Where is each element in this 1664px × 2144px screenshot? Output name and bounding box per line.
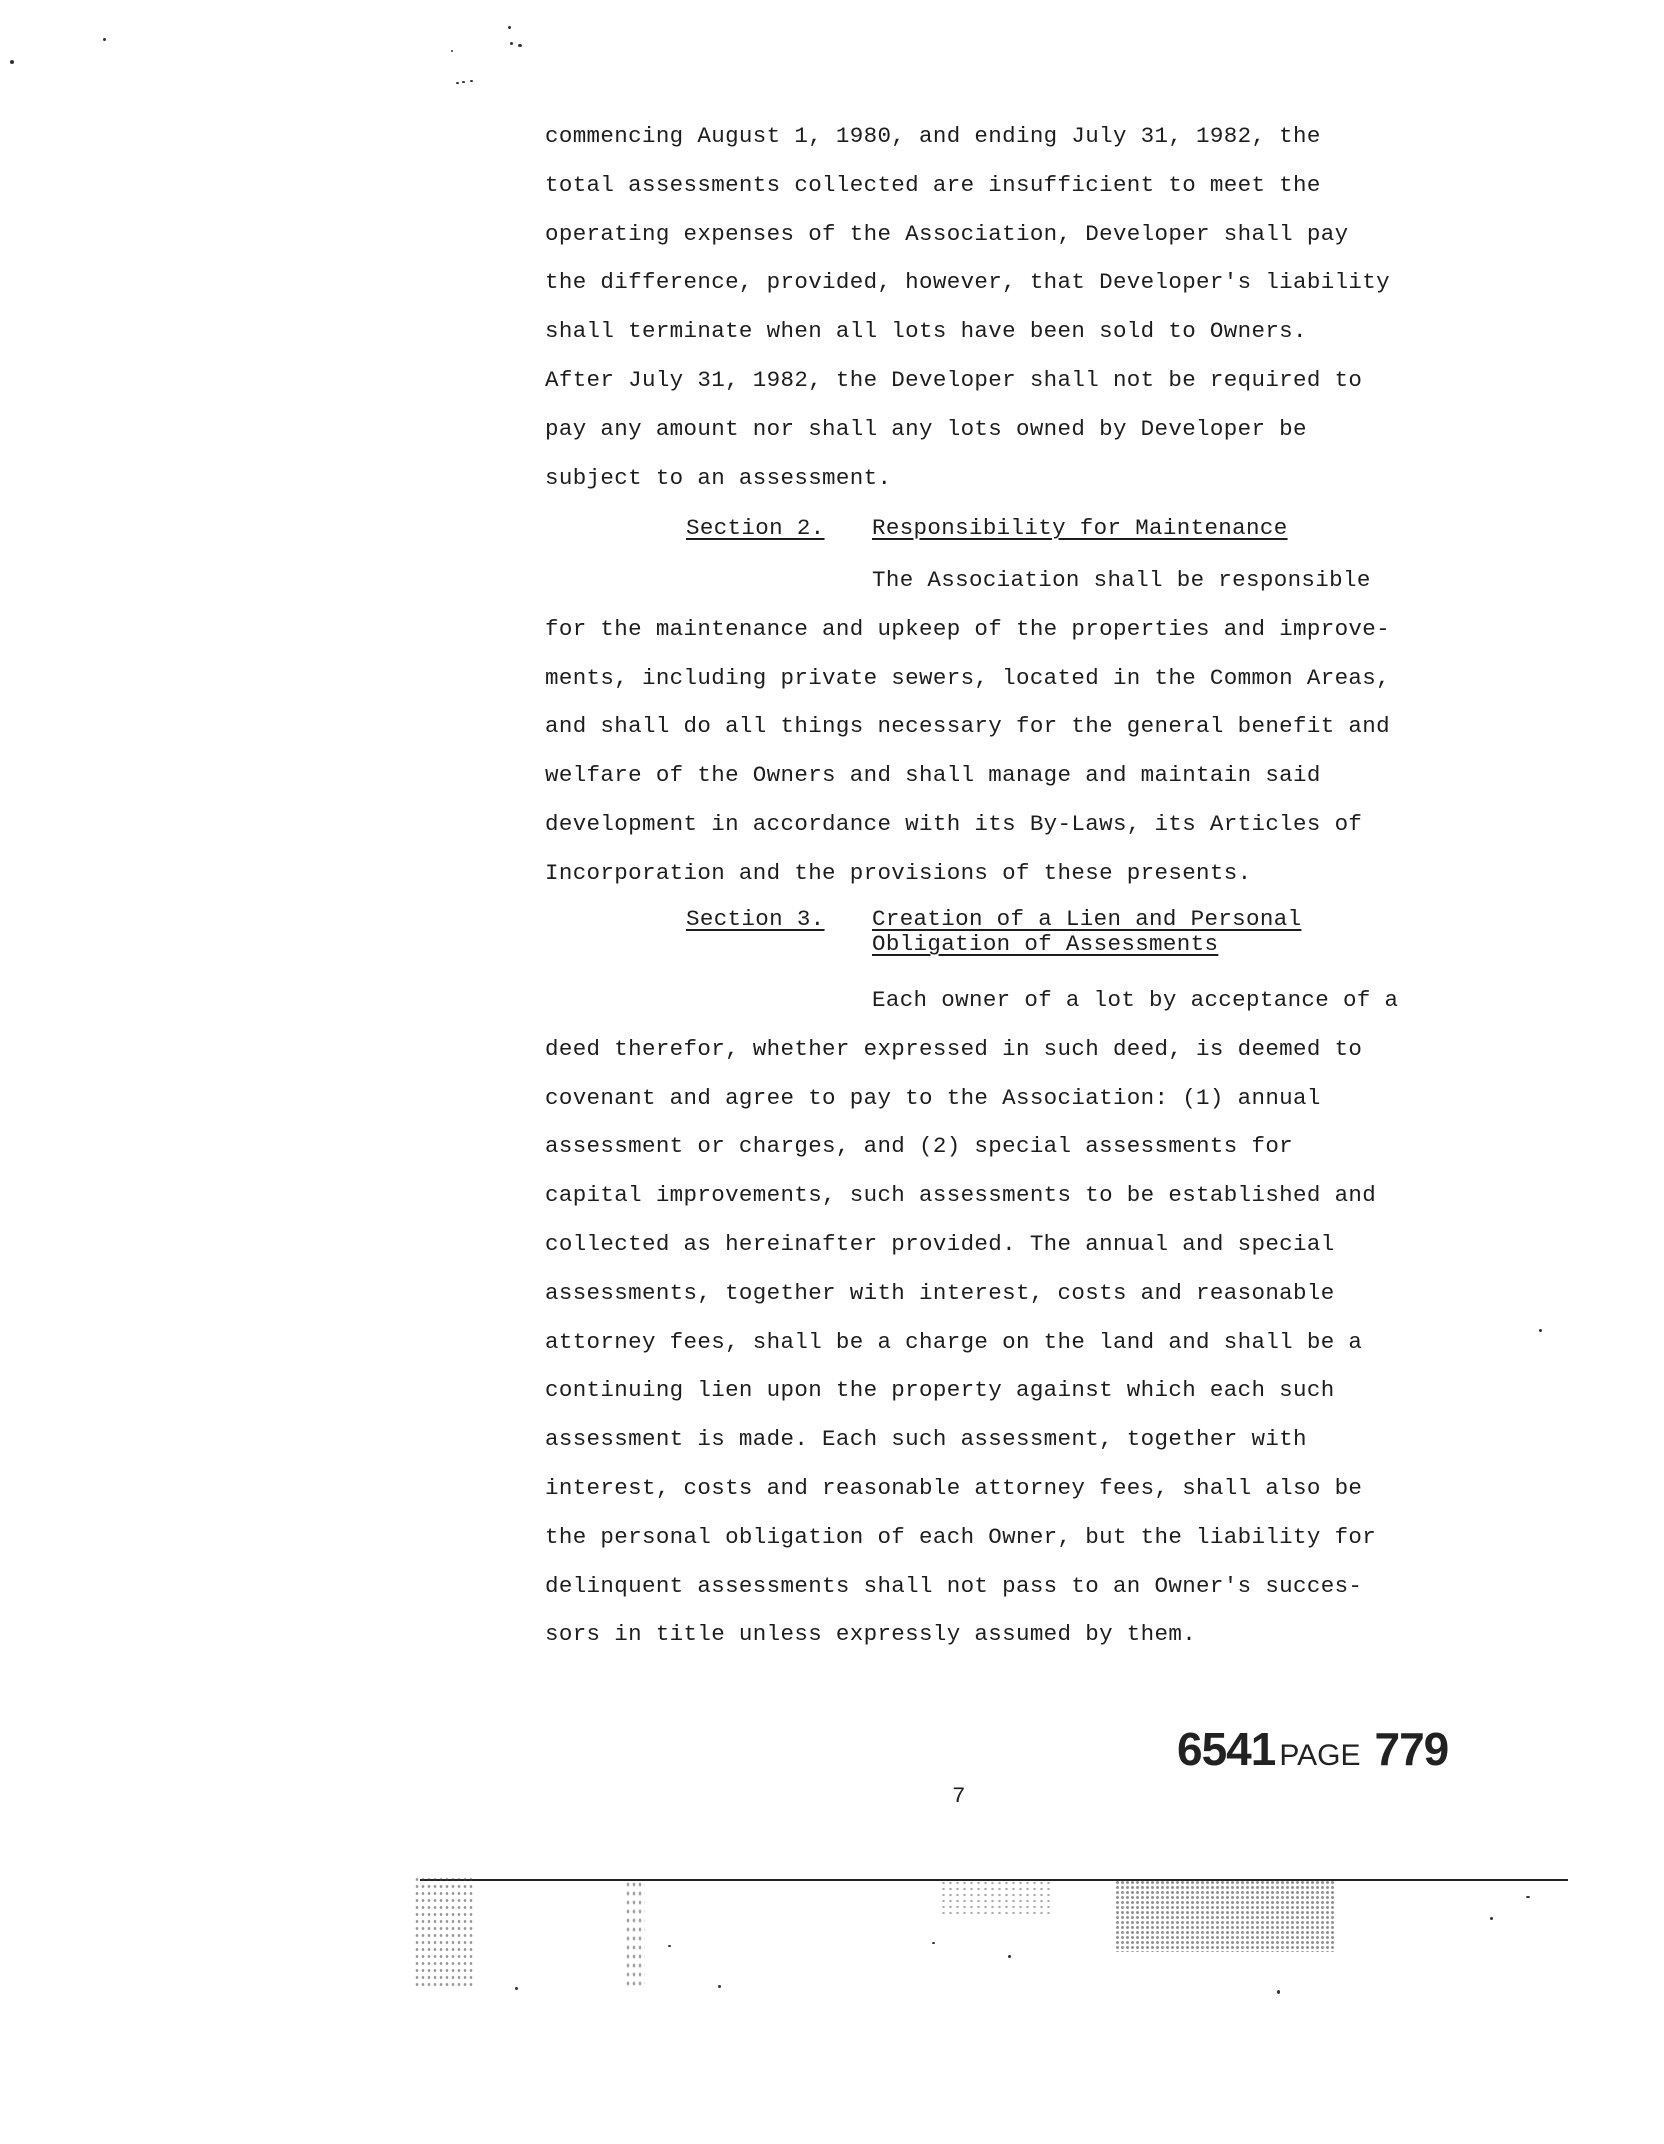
- text-line: pay any amount nor shall any lots owned by Developer be: [545, 415, 1307, 442]
- text-line: deed therefor, whether expressed in such deed, is deemed to: [545, 1035, 1363, 1062]
- scan-speck: [1526, 1896, 1530, 1898]
- scan-speck: [103, 38, 106, 41]
- section-3-title-line-1: Creation of a Lien and Personal: [872, 906, 1302, 932]
- section-2-title: [872, 516, 1288, 541]
- text-line: the personal obligation of each Owner, but the liability for: [545, 1523, 1377, 1550]
- text-line: interest, costs and reasonable attorney fees, shall also be: [545, 1474, 1363, 1501]
- text-line: welfare of the Owners and shall manage and maintain said: [545, 762, 1321, 789]
- text-line: covenant and agree to pay to the Association: (1) annual: [545, 1084, 1321, 1111]
- section-2-label: Section 2.: [686, 515, 825, 541]
- text-line: the difference, provided, however, that Developer's liability: [545, 269, 1390, 296]
- section-2-heading: [686, 516, 825, 541]
- text-line: The Association shall be responsible: [872, 567, 1371, 593]
- text-line: attorney fees, shall be a charge on the land and shall be a: [545, 1328, 1363, 1355]
- scan-noise: [414, 1876, 474, 1988]
- text-line: After July 31, 1982, the Developer shall not be required to: [545, 366, 1363, 393]
- section-3-title-line-2: Obligation of Assessments: [872, 931, 1219, 957]
- scan-speck: [518, 44, 522, 47]
- scan-speck: [10, 60, 14, 64]
- scan-speck: [470, 80, 473, 82]
- text-line: and shall do all things necessary for the general benefit and: [545, 713, 1390, 740]
- section-3-title: [872, 907, 1301, 957]
- paragraph-continuation: [545, 112, 1425, 502]
- section-3-label: Section 3.: [686, 906, 825, 932]
- text-line: sors in title unless expressly assumed by them.: [545, 1621, 1197, 1648]
- text-line: shall terminate when all lots have been sold to Owners.: [545, 318, 1307, 345]
- book-page-number: 779: [1374, 1723, 1449, 1775]
- text-line: Each owner of a lot by acceptance of a: [872, 987, 1399, 1013]
- text-line: continuing lien upon the property against which each such: [545, 1377, 1335, 1404]
- text-line: total assessments collected are insufficient to meet the: [545, 171, 1321, 198]
- page-number: 7: [952, 1783, 966, 1809]
- scan-speck: [932, 1942, 935, 1944]
- scan-speck: [515, 1987, 518, 1990]
- text-line: Incorporation and the provisions of these presents.: [545, 859, 1252, 886]
- book-page-stamp: [1177, 1722, 1448, 1776]
- text-line: collected as hereinafter provided. The annual and special: [545, 1230, 1335, 1257]
- text-line: capital improvements, such assessments to be established and: [545, 1182, 1377, 1209]
- book-number: 6541: [1177, 1723, 1276, 1775]
- text-line: operating expenses of the Association, Developer shall pay: [545, 220, 1349, 247]
- text-line: commencing August 1, 1980, and ending July 31, 1982, the: [545, 123, 1321, 149]
- page-word: PAGE: [1279, 1739, 1361, 1772]
- scan-speck: [508, 26, 511, 29]
- text-line: delinquent assessments shall not pass to an Owner's succes-: [545, 1572, 1363, 1599]
- section-3-body: [545, 976, 1425, 1659]
- text-line: subject to an assessment.: [545, 464, 892, 491]
- scan-noise: [625, 1880, 645, 1990]
- scan-noise: [1115, 1880, 1335, 1952]
- section-2-title-text: Responsibility for Maintenance: [872, 515, 1288, 541]
- scan-speck: [1490, 1917, 1493, 1920]
- text-line: development in accordance with its By-Laws, its Articles of: [545, 810, 1363, 837]
- scan-speck: [456, 82, 459, 84]
- scan-speck: [1539, 1329, 1542, 1332]
- scan-noise: [940, 1880, 1050, 1914]
- text-line: ments, including private sewers, located in the Common Areas,: [545, 664, 1390, 691]
- scan-speck: [451, 50, 453, 52]
- text-line: assessment or charges, and (2) special assessments for: [545, 1133, 1294, 1160]
- text-line: assessments, together with interest, costs and reasonable: [545, 1279, 1335, 1306]
- text-line: assessment is made. Each such assessment, together with: [545, 1426, 1307, 1453]
- scan-speck: [668, 1945, 671, 1947]
- scan-speck: [510, 42, 513, 45]
- section-2-body: [545, 556, 1425, 898]
- scan-speck: [1277, 1990, 1280, 1994]
- text-line: for the maintenance and upkeep of the properties and improve-: [545, 615, 1390, 642]
- scan-speck: [1008, 1955, 1011, 1958]
- scan-speck: [462, 81, 465, 83]
- section-3-heading: [686, 907, 825, 932]
- scan-speck: [718, 1985, 721, 1988]
